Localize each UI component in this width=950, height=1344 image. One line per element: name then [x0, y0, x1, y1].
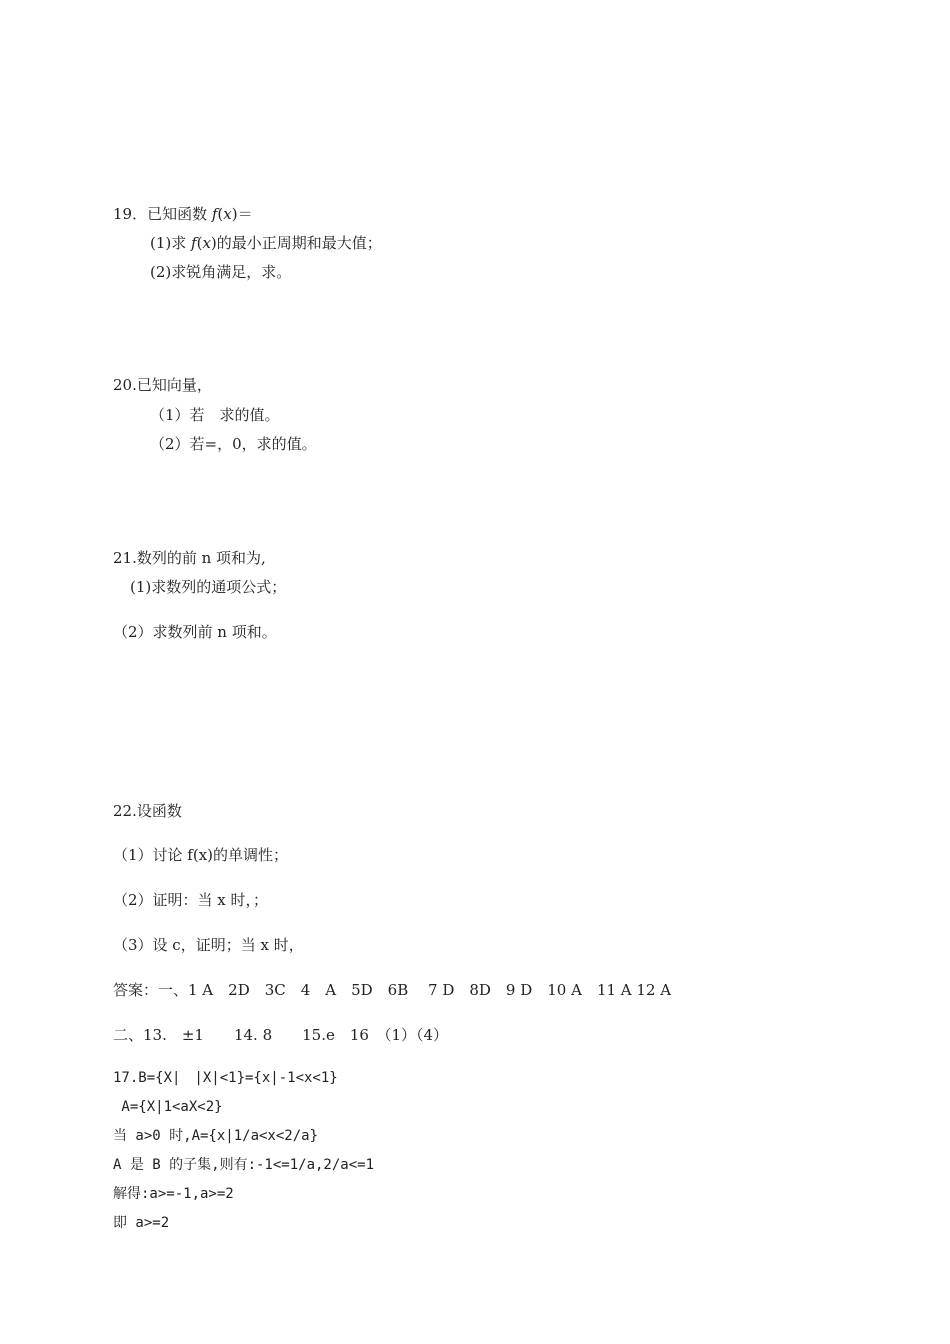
q19-part1: [150, 233, 382, 253]
answers-line1: 答案：一、1 A 2D 3C 4 A 5D 6B 7 D 8D 9 D 10 A 11 A 12 A: [113, 981, 672, 999]
solution17-line3: 当 a>0 时,A={x|1/a<x<2/a}: [113, 1128, 319, 1144]
q19-part1-var: x: [202, 234, 211, 252]
q21-part1: (1)求数列的通项公式；: [130, 578, 287, 596]
q19-part1-func: f: [191, 234, 197, 252]
q19-part2: (2)求锐角满足，求。: [150, 263, 292, 281]
q19-paren: (: [217, 205, 224, 223]
q19-title-prefix: 19．已知函数: [113, 205, 212, 223]
q22-part3: （3）设 c，证明；当 x 时，: [113, 936, 304, 954]
q19-var: x: [223, 205, 232, 223]
answers-line2: 二、13. ±1 14. 8 15.e 16 （1）（4）: [113, 1026, 449, 1044]
q21-title: 21.数列的前 n 项和为,: [113, 549, 266, 567]
q19-title-suffix: )＝: [231, 205, 253, 223]
q20-title: 20.已知向量，: [113, 376, 212, 394]
q19-part1-prefix: (1)求: [150, 234, 192, 252]
solution17-line2: A={X|1<aX<2}: [113, 1099, 223, 1115]
q20-part1: （1）若 求的值。: [150, 406, 280, 424]
q22-title: 22.设函数: [113, 802, 182, 820]
solution17-line1: 17.B={X| |X|<1}={x|-1<x<1}: [113, 1070, 338, 1086]
q19-part1-suffix: )的最小正周期和最大值；: [210, 234, 382, 252]
q19-title: [113, 204, 253, 224]
q22-part1: （1）讨论 f(x)的单调性；: [113, 846, 289, 864]
q22-part2: （2）证明：当 x 时，；: [113, 891, 269, 909]
q21-part2: （2）求数列前 n 项和。: [113, 623, 277, 641]
solution17-line5: 解得:a>=-1,a>=2: [113, 1186, 234, 1202]
q19-func: f: [211, 205, 218, 223]
solution17-line6: 即 a>=2: [113, 1215, 170, 1231]
q20-part2: （2）若=，0，求的值。: [150, 435, 317, 453]
solution17-line4: A 是 B 的子集,则有:-1<=1/a,2/a<=1: [113, 1157, 375, 1173]
q19-part1-paren: (: [196, 234, 203, 252]
